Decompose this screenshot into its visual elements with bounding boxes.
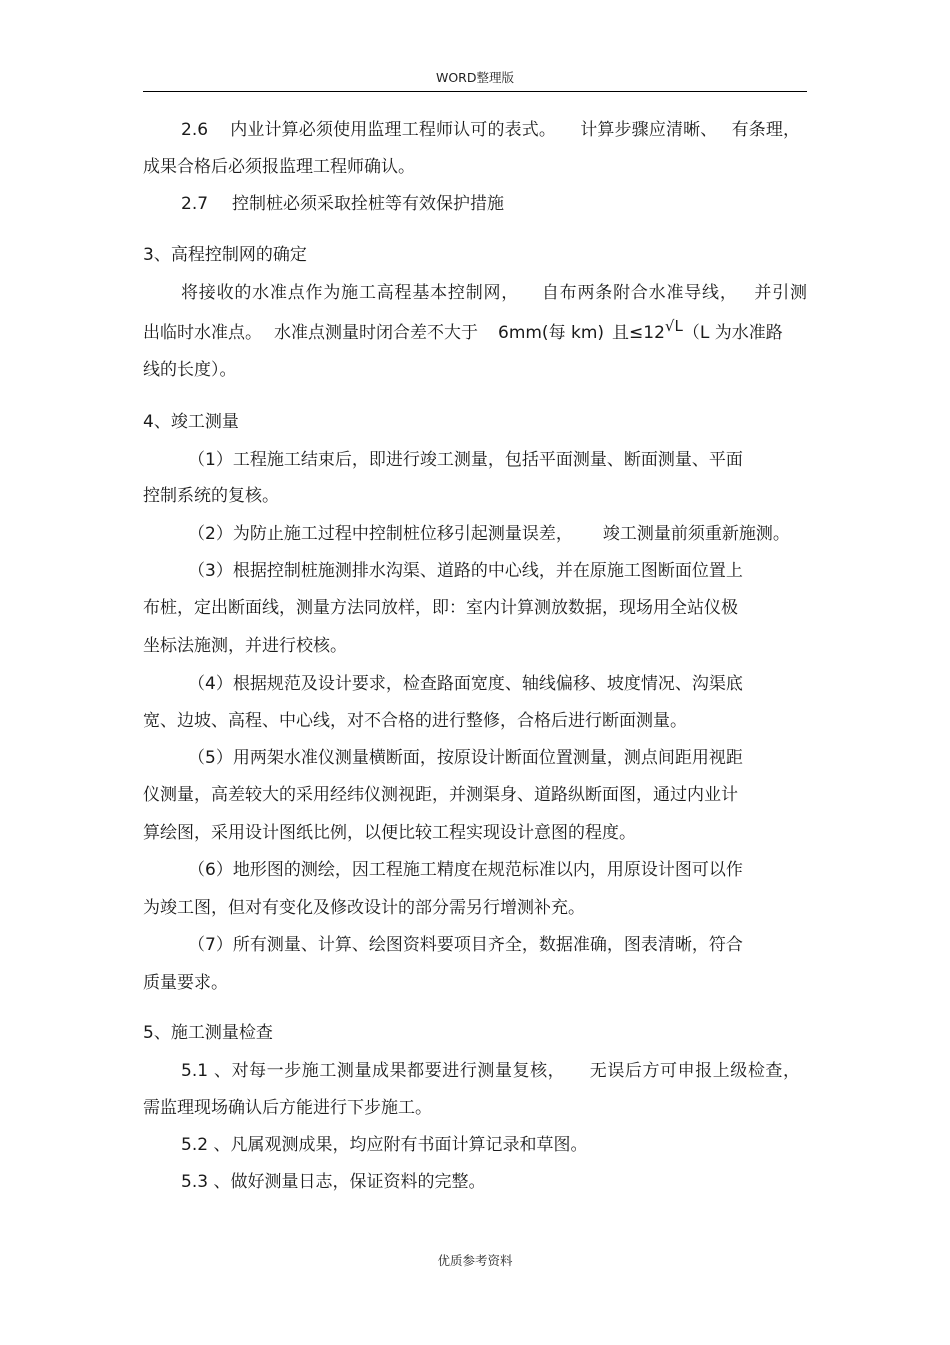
paragraph-2-7 <box>181 192 504 216</box>
paragraph-text: 将接收的水准点作为施工高程基本控制网， <box>181 283 520 303</box>
paragraph-3-line-2 <box>143 317 783 345</box>
item-6-line-1: （6）地形图的测绘，因工程施工精度在规范标准以内，用原设计图可以作 <box>188 860 743 880</box>
paragraph-3-line-1 <box>181 281 807 305</box>
item-number: 2.7 <box>181 194 209 214</box>
item-7-line-2: 质量要求。 <box>143 973 228 993</box>
item-6-line-2: 为竣工图，但对有变化及修改设计的部分需另行增测补充。 <box>143 898 585 918</box>
item-4-line-2: 宽、边坡、高程、中心线，对不合格的进行整修，合格后进行断面测量。 <box>143 711 687 731</box>
item-5-line-1: （5）用两架水准仪测量横断面，按原设计断面位置测量，测点间距用视距 <box>188 748 743 768</box>
item-2-line-1 <box>188 522 790 546</box>
item-3-line-2: 布桩，定出断面线，测量方法同放样，即：室内计算测放数据，现场用全站仪极 <box>143 598 738 618</box>
paragraph-5-1-line-2: 需监理现场确认后方能进行下步施工。 <box>143 1098 432 1118</box>
paragraph-text: 出临时水准点。 <box>143 323 262 343</box>
paragraph-5-3: 5.3 、做好测量日志，保证资料的完整。 <box>181 1172 486 1192</box>
paragraph-5-1-line-1 <box>181 1059 800 1083</box>
paragraph-5-2: 5.2 、凡属观测成果，均应附有书面计算记录和草图。 <box>181 1135 588 1155</box>
sqrt-formula: √L <box>664 317 683 335</box>
paragraph-2-6-line-2: 成果合格后必须报监理工程师确认。 <box>143 157 415 177</box>
paragraph-text: 5.1 、对每一步施工测量成果都要进行测量复核， <box>181 1061 566 1081</box>
paragraph-3-line-3: 线的长度）。 <box>143 360 237 380</box>
header-rule <box>143 91 807 92</box>
paragraph-text: 水准点测量时闭合差不大于 <box>274 323 478 343</box>
item-number: 2.6 <box>181 120 209 140</box>
item-7-line-1: （7）所有测量、计算、绘图资料要项目齐全，数据准确，图表清晰，符合 <box>188 935 743 955</box>
paragraph-text: 有条理， <box>731 120 801 140</box>
item-5-line-3: 算绘图，采用设计图纸比例，以便比较工程实现设计意图的程度。 <box>143 823 636 843</box>
paragraph-text: 计算步骤应清晰、 <box>580 120 718 140</box>
paragraph-text: 无误后方可申报上级检查， <box>589 1061 800 1081</box>
paragraph-text: （2）为防止施工过程中控制桩位移引起测量误差， <box>188 524 573 544</box>
item-1-line-1: （1）工程施工结束后，即进行竣工测量，包括平面测量、断面测量、平面 <box>188 450 743 470</box>
paragraph-text: 控制桩必须采取拴桩等有效保护措施 <box>232 194 505 214</box>
page-header: WORD整理版 <box>435 70 514 85</box>
paragraph-text: 并引测 <box>753 283 808 303</box>
item-3-line-1: （3）根据控制桩施测排水沟渠、道路的中心线，并在原施工图断面位置上 <box>188 561 743 581</box>
section-heading-5: 5、施工测量检查 <box>143 1023 273 1043</box>
paragraph-text: 竣工测量前须重新施测。 <box>602 524 790 544</box>
item-4-line-1: （4）根据规范及设计要求，检查路面宽度、轴线偏移、坡度情况、沟渠底 <box>188 674 743 694</box>
paragraph-text: 内业计算必须使用监理工程师认可的表式。 <box>230 120 557 140</box>
paragraph-text: 且≤12 <box>612 323 665 343</box>
paragraph-text: 自布两条附合水准导线， <box>541 283 738 303</box>
item-3-line-3: 坐标法施测，并进行校核。 <box>143 636 347 656</box>
section-heading-3: 3、高程控制网的确定 <box>143 245 307 265</box>
section-heading-4: 4、竣工测量 <box>143 412 239 432</box>
paragraph-2-6-line-1 <box>181 118 800 142</box>
item-1-line-2: 控制系统的复核。 <box>143 486 279 506</box>
tolerance-value: 6mm(每 km) <box>498 323 605 343</box>
paragraph-text: （L 为水准路 <box>682 323 783 343</box>
item-5-line-2: 仪测量，高差较大的采用经纬仪测视距，并测渠身、道路纵断面图，通过内业计 <box>143 785 738 805</box>
page-footer: 优质参考资料 <box>437 1253 513 1268</box>
